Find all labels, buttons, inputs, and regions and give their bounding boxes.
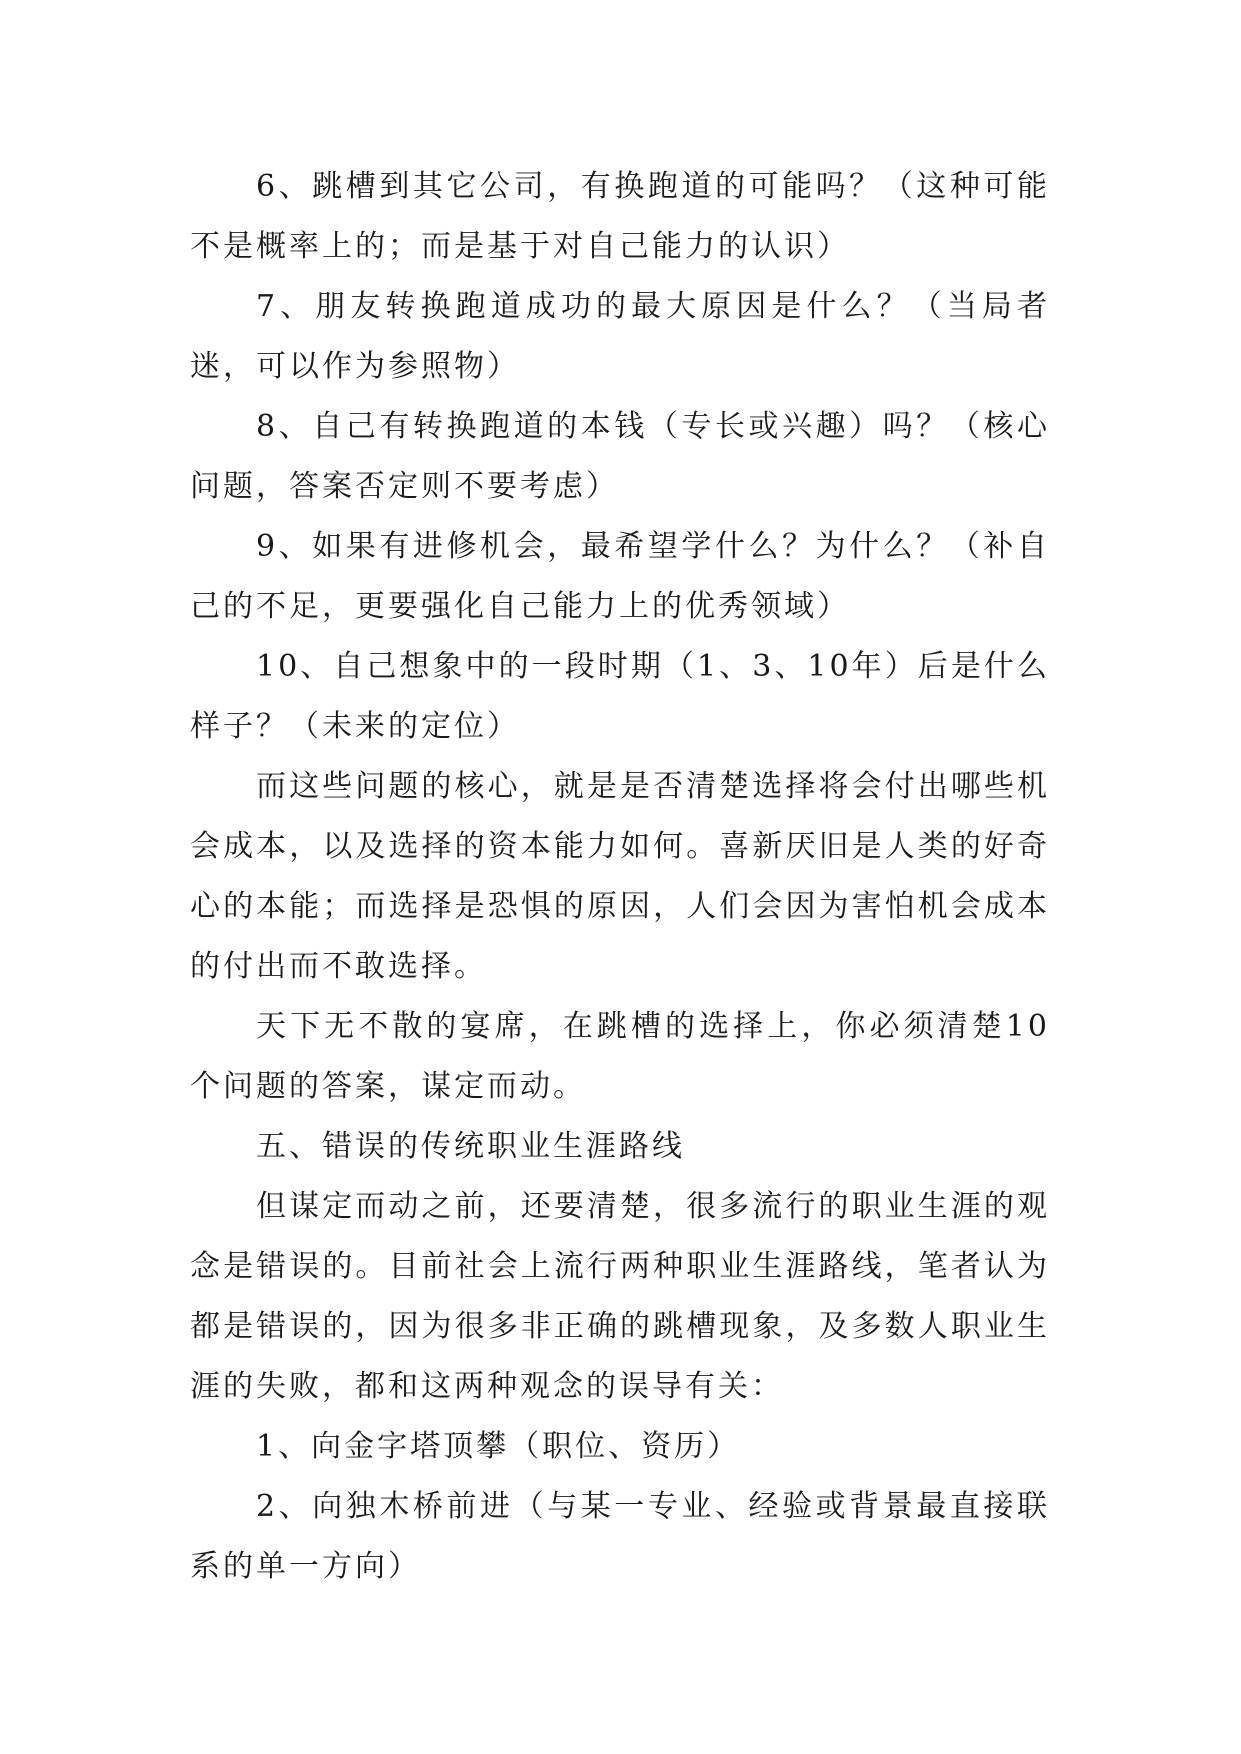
paragraph-core-of-questions: 而这些问题的核心，就是是否清楚选择将会付出哪些机会成本，以及选择的资本能力如何。喜新厌旧是人类的好奇心的本能；而选择是恐惧的原因，人们会因为害怕机会成本的付出而不敢选择。 (190, 769, 1050, 984)
paragraph-conclusion: 天下无不散的宴席，在跳槽的选择上，你必须清楚10个问题的答案，谋定而动。 (190, 1009, 1050, 1104)
list-item-single-bridge: 2、向独木桥前进（与某一专业、经验或背景最直接联系的单一方向） (190, 1489, 1050, 1584)
paragraph-question-10: 10、自己想象中的一段时期（1、3、10年）后是什么样子？（未来的定位） (190, 649, 1050, 744)
paragraph-career-misconceptions: 但谋定而动之前，还要清楚，很多流行的职业生涯的观念是错误的。目前社会上流行两种职业生涯路线，笔者认为都是错误的，因为很多非正确的跳槽现象，及多数人职业生涯的失败，都和这两种观念的误导有关： (190, 1189, 1050, 1404)
paragraph-question-8: 8、自己有转换跑道的本钱（专长或兴趣）吗？（核心问题，答案否定则不要考虑） (190, 409, 1050, 504)
paragraph-question-9: 9、如果有进修机会，最希望学什么？为什么？（补自己的不足，更要强化自己能力上的优秀领域） (190, 529, 1050, 624)
document-body (190, 157, 1050, 1597)
list-item-pyramid: 1、向金字塔顶攀（职位、资历） (256, 1429, 741, 1464)
paragraph-question-6: 6、跳槽到其它公司，有换跑道的可能吗？（这种可能不是概率上的；而是基于对自己能力的认识） (190, 169, 1050, 264)
paragraph-question-7: 7、朋友转换跑道成功的最大原因是什么？（当局者迷，可以作为参照物） (190, 289, 1050, 384)
section-heading: 五、错误的传统职业生涯路线 (256, 1129, 685, 1164)
